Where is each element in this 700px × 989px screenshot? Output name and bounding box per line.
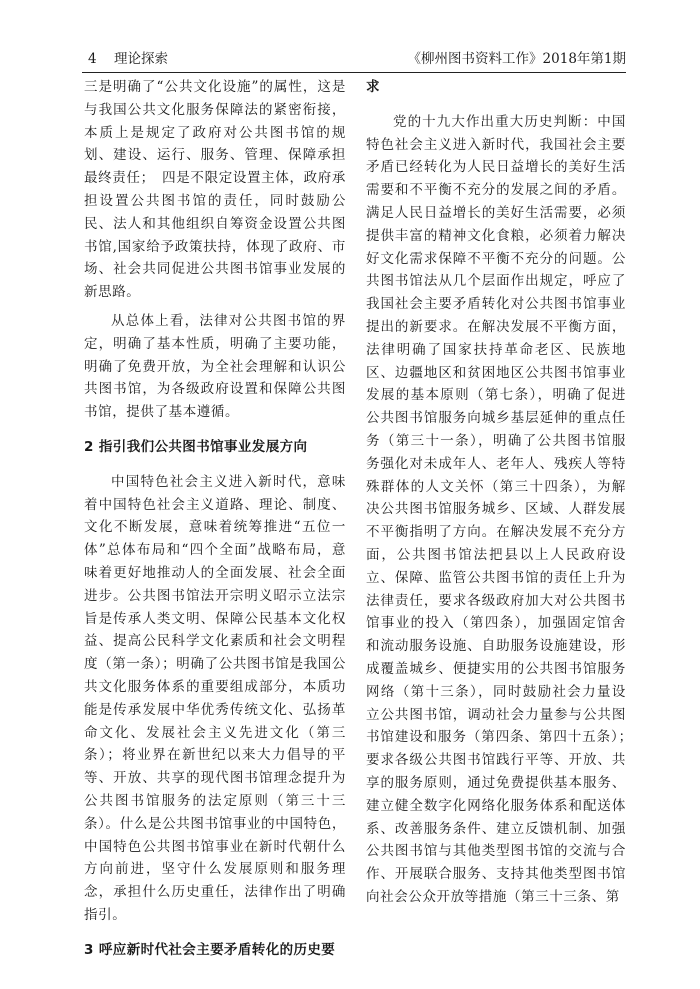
section-title: 理论探索 bbox=[114, 51, 168, 67]
paragraph-continued: 三是明确了“公共文化设施”的属性，这是与我国公共文化服务保障法的紧密衔接，本质上是规定了政府对公共图书馆的规划、建设、运行、服务、管理、保障承担最终责任； 四是不限定设置主体，政府承担设置公共图书馆的责任，同时鼓励公民、法人和其他组织自筹资金设置公共图书馆,国家给予政策扶持，体现了政府、市场、社会共同促进公共图书馆事业发展的新思路。 bbox=[84, 79, 346, 301]
section-heading-2: 2 指引我们公共图书馆事业发展方向 bbox=[84, 438, 308, 455]
page-header bbox=[82, 48, 626, 70]
section-heading-3-continued: 求 bbox=[366, 79, 381, 95]
journal-title: 《柳州图书资料工作》2018年第1期 bbox=[407, 51, 626, 67]
header-divider bbox=[82, 72, 626, 73]
paragraph-new-era: 中国特色社会主义进入新时代，意味着中国特色社会主义道路、理论、制度、文化不断发展，意味着统筹推进“五位一体”总体布局和“四个全面”战略布局，意味着更好地推动人的全面发展、社会全面进步。公共图书馆法开宗明义昭示立法宗旨是传承人类文明、保障公民基本文化权益、提高公民科学文化素质和社会文明程度（第一条）；明确了公共图书馆是我国公共文化服务体系的重要组成部分，本质功能是传承发展中华优秀传统文化、弘扬革命文化、发展社会主义先进文化（第三条）；将业界在新世纪以来大力倡导的平等、开放、共享的现代图书馆理念提升为公共图书馆服务的法定原则（第三十三条）。什么是公共图书馆事业的中国特色，中国特色公共图书馆事业在新时代朝什么方向前进，坚守什么发展原则和服务理念，承担什么历史重任，法律作出了明确指引。 bbox=[84, 473, 346, 923]
page-number: 4 bbox=[88, 51, 97, 67]
right-column bbox=[366, 76, 641, 909]
left-column bbox=[84, 76, 346, 973]
paragraph-contradiction: 党的十九大作出重大历史判断：中国特色社会主义进入新时代，我国社会主要矛盾已经转化为人民日益增长的美好生活需要和不平衡不充分的发展之间的矛盾。满足人民日益增长的美好生活需要，必须提供丰富的精神文化食粮，必须着力解决好文化需求保障不平衡不充分的问题。公共图书馆法从几个层面作出规定，呼应了我国社会主要矛盾转化对公共图书馆事业提出的新要求。在解决发展不平衡方面，法律明确了国家扶持革命老区、民族地区、边疆地区和贫困地区公共图书馆事业发展的基本原则（第七条），明确了促进公共图书馆服务向城乡基层延伸的重点任务（第三十一条），明确了公共图书馆服务强化对未成年人、老年人、残疾人等特殊群体的人文关怀（第三十四条），为解决公共图书馆服务城乡、区域、人群发展不平衡指明了方向。在解决发展不充分方面，公共图书馆法把县以上人民政府设立、保障、监管公共图书馆的责任上升为法律责任，要求各级政府加大对公共图书馆事业的投入（第四条），加强固定馆舍和流动服务设施、自助服务设施建设，形成覆盖城乡、便捷实用的公共图书馆服务网络（第十三条），同时鼓励社会力量设立公共图书馆，调动社会力量参与公共图书馆建设和服务（第四条、第四十五条）； 要求各级公共图书馆践行平等、开放、共享的服务原则，通过免费提供基本服务、建立健全数字化网络化服务体系和配送体系、改善服务条件、建立反馈机制、加强公共图书馆与其他类型图书馆的交流与合作、开展联合服务、支持其他类型图书馆向社会公众开放等措施（第三十三条、第 bbox=[366, 113, 641, 905]
paragraph-summary: 从总体上看，法律对公共图书馆的界定，明确了基本性质，明确了主要功能，明确了免费开放，为全社会理解和认识公共图书馆，为各级政府设置和保障公共图书馆，提供了基本遵循。 bbox=[84, 312, 346, 421]
section-heading-3: 3 呼应新时代社会主要矛盾转化的历史要 bbox=[84, 941, 336, 958]
